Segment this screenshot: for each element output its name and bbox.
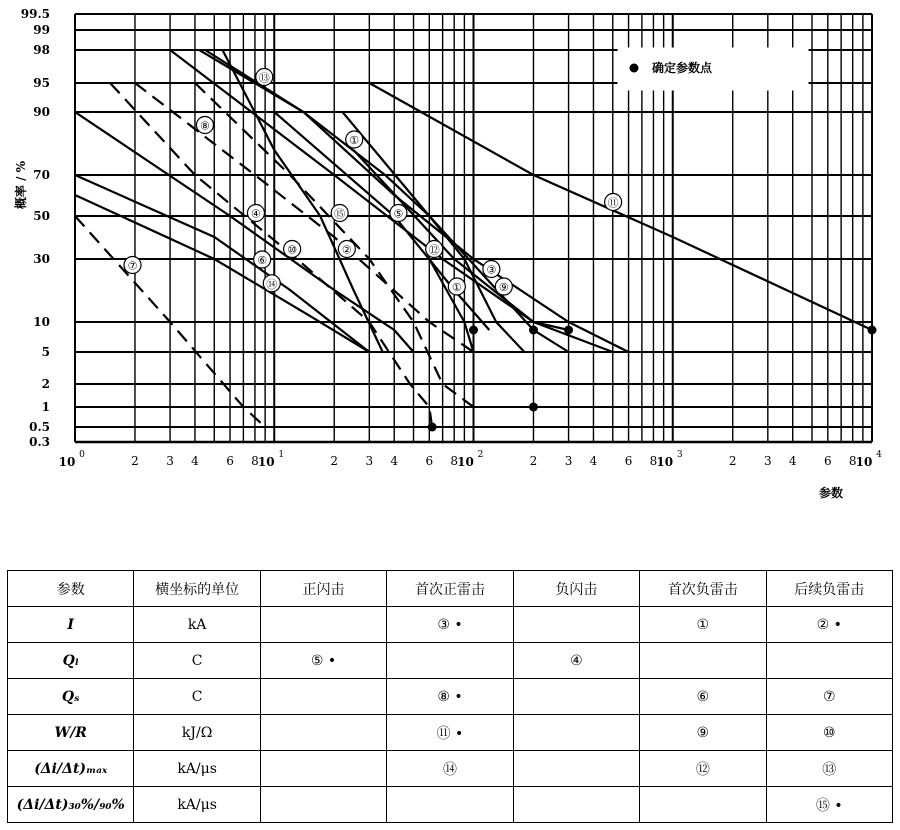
table-cell: ⑩ [766, 715, 892, 751]
table-cell: ⑬ [766, 751, 892, 787]
series-line [343, 112, 569, 352]
table-cell [766, 643, 892, 679]
y-tick-label: 98 [33, 43, 50, 57]
series-label: ④ [251, 207, 261, 221]
y-tick-label: 2 [41, 377, 50, 391]
series-line [75, 112, 414, 352]
series-label: ⑥ [257, 254, 268, 267]
header-first-negative-stroke: 首次负雷击 [640, 571, 766, 607]
header-subsequent-negative-stroke: 后续负雷击 [766, 571, 892, 607]
x-tick-label: 3 [763, 454, 772, 468]
table-row [8, 643, 893, 679]
x-axis-title: 参数 [818, 486, 844, 500]
x-decade-exponent: 0 [79, 450, 85, 460]
y-tick-label: 99.5 [20, 7, 50, 21]
table-cell [640, 643, 766, 679]
table-cell: kA/μs [134, 751, 260, 787]
x-tick-label: 8 [450, 454, 459, 468]
series-line [110, 83, 432, 427]
series-label: ① [451, 281, 462, 294]
y-tick-label: 10 [33, 315, 50, 329]
table-cell: C [134, 679, 260, 715]
table-cell: ⑧ • [387, 679, 513, 715]
table-row [8, 751, 893, 787]
x-tick-label: 3 [365, 454, 374, 468]
table-cell: kA [134, 607, 260, 643]
table-cell [513, 607, 639, 643]
series-label: ③ [486, 263, 497, 277]
table-cell: kA/μs [134, 787, 260, 823]
y-tick-label: 30 [33, 252, 50, 266]
y-tick-label: 5 [41, 345, 50, 359]
x-decade-exponent: 4 [876, 450, 882, 460]
header-param: 参数 [8, 571, 134, 607]
table-cell [513, 787, 639, 823]
header-unit: 横坐标的单位 [134, 571, 260, 607]
table-cell [513, 715, 639, 751]
marker-point [564, 326, 573, 335]
table-cell: (Δi/Δt)₃₀%/₉₀% [8, 787, 134, 823]
table-cell: ⑦ [766, 679, 892, 715]
x-tick-label: 8 [251, 454, 259, 468]
table-cell: kJ/Ω [134, 715, 260, 751]
table-cell: ⑮ • [766, 787, 892, 823]
y-tick-label: 90 [33, 105, 50, 119]
y-tick-label: 99 [33, 23, 50, 37]
table-cell [260, 679, 386, 715]
x-decade-exponent: 2 [477, 450, 484, 460]
table-cell [260, 715, 386, 751]
x-tick-label: 8 [649, 454, 658, 468]
table-cell: ③ • [387, 607, 513, 643]
header-negative-flash: 负闪击 [513, 571, 639, 607]
series-label: ⑤ [393, 207, 404, 221]
y-tick-label: 95 [33, 76, 50, 90]
x-tick-label: 6 [823, 454, 832, 468]
x-tick-label: 3 [166, 454, 174, 468]
series-label: ⑪ [607, 196, 619, 210]
table-cell: ② • [766, 607, 892, 643]
marker-point [529, 326, 538, 335]
x-tick-label: 2 [529, 454, 538, 468]
table-cell [513, 679, 639, 715]
x-tick-label: 4 [589, 454, 598, 468]
table-cell: Qₗ [8, 643, 134, 679]
table-cell: ⑤ • [260, 643, 386, 679]
table-cell: Qₛ [8, 679, 134, 715]
x-tick-label: 2 [131, 454, 139, 468]
x-tick-label: 2 [330, 454, 339, 468]
x-tick-label: 2 [728, 454, 737, 468]
table-cell [260, 607, 386, 643]
table-cell: C [134, 643, 260, 679]
series-label: ⑫ [428, 243, 440, 257]
table-row [8, 715, 893, 751]
series-label: ⑬ [258, 71, 270, 85]
chart-markers [428, 326, 877, 432]
x-decade-label: 10 [855, 455, 873, 469]
legend-label: 确定参数点 [652, 61, 713, 75]
table-cell: ⑭ [387, 751, 513, 787]
y-axis-title: 概率 / % [14, 160, 28, 210]
table-cell: ④ [513, 643, 639, 679]
series-label: ⑧ [200, 119, 210, 133]
y-tick-label: 0.3 [29, 435, 50, 449]
x-tick-label: 8 [848, 454, 857, 468]
x-decade-label: 10 [257, 455, 275, 469]
table-cell: (Δi/Δt)ₘₐₓ [8, 751, 134, 787]
y-tick-label: 50 [33, 209, 50, 223]
table-header-row [8, 571, 893, 607]
marker-point [529, 403, 538, 412]
table-cell: ① [640, 607, 766, 643]
table-cell: I [8, 607, 134, 643]
header-first-positive-stroke: 首次正雷击 [387, 571, 513, 607]
legend [618, 48, 808, 90]
series-label: ⑨ [498, 281, 509, 294]
table-cell: ⑥ [640, 679, 766, 715]
table-row [8, 607, 893, 643]
x-decade-label: 10 [457, 455, 474, 469]
table-cell [513, 751, 639, 787]
table-cell: ⑫ [640, 751, 766, 787]
series-label: ① [349, 134, 360, 147]
table-row [8, 679, 893, 715]
series-label: ⑭ [266, 277, 278, 291]
x-tick-label: 6 [624, 454, 633, 468]
y-tick-label: 0.5 [29, 420, 50, 434]
x-tick-label: 3 [564, 454, 573, 468]
table-cell [387, 643, 513, 679]
series-label: ⑮ [334, 207, 346, 221]
x-tick-label: 4 [390, 454, 399, 468]
table-cell [640, 787, 766, 823]
x-decade-label: 10 [656, 455, 674, 469]
legend-marker-icon [630, 64, 639, 73]
series-label: ⑩ [287, 243, 298, 257]
x-tick-label: 6 [226, 454, 234, 468]
x-decade-label: 10 [58, 455, 76, 469]
x-tick-label: 4 [788, 454, 797, 468]
series-line [274, 112, 489, 330]
header-positive-flash: 正闪击 [260, 571, 386, 607]
table-cell: W/R [8, 715, 134, 751]
table-cell [260, 751, 386, 787]
table-cell [387, 787, 513, 823]
parameter-table [7, 570, 893, 823]
series-label: ⑦ [127, 259, 138, 273]
x-decade-exponent: 3 [676, 450, 683, 460]
series-label: ② [341, 243, 352, 257]
x-decade-exponent: 1 [278, 450, 285, 460]
marker-point [868, 326, 877, 335]
marker-point [428, 423, 437, 432]
y-tick-label: 1 [41, 400, 50, 414]
table-cell: ⑨ [640, 715, 766, 751]
x-tick-label: 6 [425, 454, 434, 468]
y-tick-label: 70 [33, 168, 50, 182]
table-cell [260, 787, 386, 823]
marker-point [469, 326, 478, 335]
table-row [8, 787, 893, 823]
x-tick-label: 4 [191, 454, 199, 468]
series-line [75, 195, 369, 352]
table-cell: ⑪ • [387, 715, 513, 751]
